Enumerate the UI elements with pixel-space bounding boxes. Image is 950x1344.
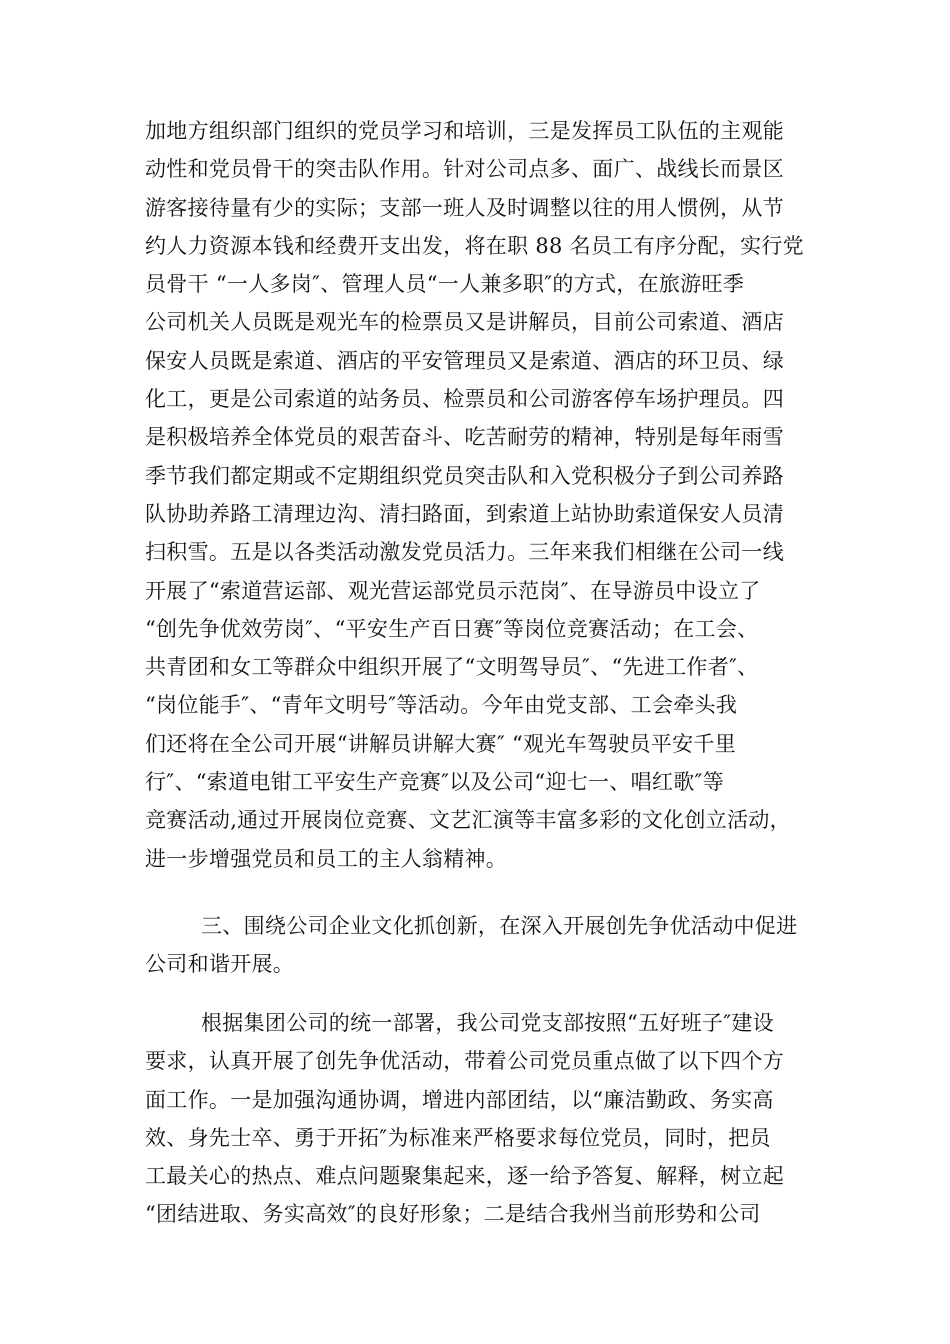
text-line: 员骨干 “一人多岗″、管理人员“一人兼多职″的方式，在旅游旺季 [145,272,745,297]
text-line: 开展了“索道营运部、观光营运部党员示范岗″、在导游员中设立了 [145,578,761,603]
text-line: 工最关心的热点、难点问题聚集起来，逐一给予答复、解释，树立起 [145,1164,784,1189]
text-line: 动性和党员骨干的突击队作用。针对公司点多、面广、战线长而景区 [145,157,784,182]
paragraph-section-heading [145,907,815,984]
text-line: 保安人员既是索道、酒店的平安管理员又是索道、酒店的环卫员、绿 [145,348,784,373]
text-line: 根据集团公司的统一部署，我公司党支部按照“五好班子″建设 [201,1011,774,1035]
text-line: 约人力资源本钱和经费开支出发，将在职 88 名员工有序分配，实行党 [145,233,804,258]
text-line: 要求，认真开展了创先争优活动，带着公司党员重点做了以下四个方 [145,1049,784,1074]
paragraph-excellence-activities [145,1004,815,1234]
text-line: 公司机关人员既是观光车的检票员又是讲解员，目前公司索道、酒店 [145,310,784,335]
paragraph-party-work [145,112,815,878]
text-line: 面工作。一是加强沟通协调，增进内部团结，以“廉洁勤政、务实高 [145,1087,774,1112]
text-line: 效、身先士卒、勇于开拓″为标准来严格要求每位党员，同时，把员 [145,1125,771,1150]
text-line: 季节我们都定期或不定期组织党员突击队和入党积极分子到公司养路 [145,463,784,488]
text-line: 游客接待量有少的实际；支部一班人及时调整以往的用人惯例，从节 [145,195,784,220]
text-line: 行″、“索道电钳工平安生产竞赛″以及公司“迎七一、唱红歌″等 [145,770,725,795]
text-line: 进一步增强党员和员工的主人翁精神。 [145,846,508,871]
text-line: “团结进取、务实高效″的良好形象；二是结合我州当前形势和公司 [145,1202,761,1227]
text-line: 们还将在全公司开展“讲解员讲解大赛″ “观光车驾驶员平安千里 [145,731,736,756]
text-line: 三、围绕公司企业文化抓创新，在深入开展创先争优活动中促进 [201,914,798,938]
text-line: 共青团和女工等群众中组织开展了“文明驾导员″、“先进工作者″、 [145,655,759,680]
text-line: 化工，更是公司索道的站务员、检票员和公司游客停车场护理员。四 [145,387,784,412]
text-line: “创先争优效劳岗″、“平安生产百日赛″等岗位竞赛活动；在工会、 [145,616,759,641]
text-line: 竞赛活动,通过开展岗位竞赛、文艺汇演等丰富多彩的文化创立活动， [145,808,791,833]
text-line: 扫积雪。五是以各类活动激发党员活力。三年来我们相继在公司一线 [145,540,784,565]
text-line: 加地方组织部门组织的党员学习和培训，三是发挥员工队伍的主观能 [145,119,784,143]
text-line: 公司和谐开展。 [145,952,295,977]
text-line: “岗位能手″、“青年文明号″等活动。今年由党支部、工会牵头我 [145,693,738,718]
text-line: 队协助养路工清理边沟、清扫路面，到索道上站协助索道保安人员清 [145,501,784,526]
text-line: 是积极培养全体党员的艰苦奋斗、吃苦耐劳的精神，特别是每年雨雪 [145,425,784,450]
